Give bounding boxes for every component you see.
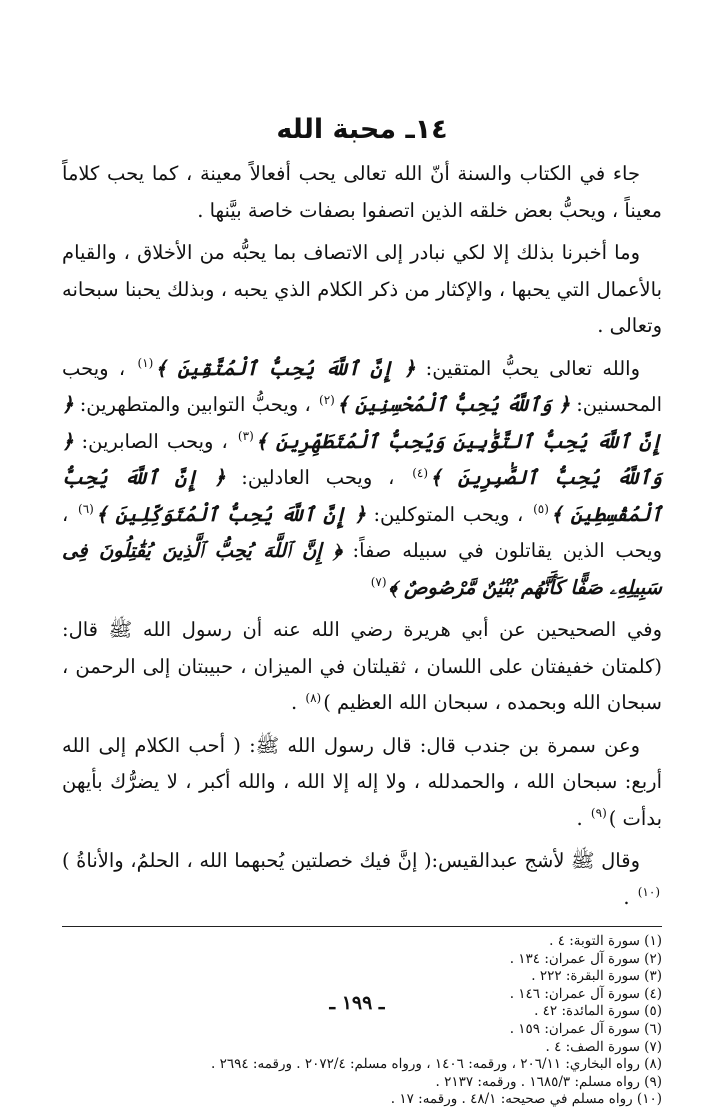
text-segment: ، ويحب الصابرين: [81,429,228,453]
section-title: ١٤ـ محبة الله [276,114,448,145]
paragraph-hadith-2 [62,728,662,838]
footnote-ref[interactable]: (٥) [533,502,549,516]
footnote-ref[interactable]: (٣) [237,429,254,443]
text-segment: ، ويحبُّ التوابين والمتطهرين: [79,393,311,416]
footnote-separator [62,926,662,927]
footnote-item: (٧) سورة الصف: ٤ . [545,1038,662,1055]
text-segment: والله تعالى يحبُّ المتقين: [425,356,641,380]
paragraph-intro [62,156,662,229]
quran-verse: ﴿ وَٱللَّهُ يُحِبُّ ٱلْمُحْسِنِينَ ﴾ [336,393,570,416]
footnote-item: (١٠) رواه مسلم في صحيحه: ٤٨/١ . ورقمه: ١٧ . [390,1091,662,1108]
paragraph-intro-text: جاء في الكتاب والسنة أنّ الله تعالى يحب أفعالاً معينة ، كما يحب كلاماً معيناً ، ويحبُّ بعض خلقه الذين اتصفوا بصفات خاصة بيَّنها . [62,162,662,222]
footnote-ref[interactable]: (٩) [590,806,607,820]
footnote-item: (٦) سورة آل عمران: ١٥٩ . [509,1020,662,1037]
quran-verse: ﴿ إِنَّ ٱللَّهَ يُحِبُّ ٱلْمُتَّقِينَ ﴾ [155,356,416,380]
paragraph-quran-verses [62,351,662,607]
hadith-text: وفي الصحيحين عن أبي هريرة رضي الله عنه أن رسول الله ﷺ قال: (كلمتان خفيفتان على اللسان ، ثقيلتان في الميزان ، حبيبتان إلى الرحمن ، سبحان الله وبحمده ، سبحان الله العظيم ) [62,618,662,714]
paragraph-purpose-text: وما أخبرنا بذلك إلا لكي نبادر إلى الاتصاف بما يحبُّه من الأخلاق ، والقيام بالأعمال التي يحبها ، والإكثار من ذكر الكلام الذي يحبه ، وبذلك يحبنا سبحانه وتعالى . [62,241,662,337]
period: . [623,885,630,909]
footnote-item: (٢) سورة آل عمران: ١٣٤ . [509,950,662,967]
footnote-item: (١) سورة التوبة: ٤ . [549,933,662,949]
quran-verse: ﴿ وَٱللَّهُ يُحِبُّ ٱلصَّٰبِرِينَ ﴾ [62,429,663,489]
text-segment: ، ويحب العادلين: [241,466,395,489]
quran-verse: ﴿ إِنَّ ٱللَّهَ يُحِبُّ ٱلْمُقْسِطِينَ ﴾ [62,466,663,526]
paragraph-hadith-1 [62,612,662,722]
quran-verse: ﴿ إِنَّ ٱللَّهَ يُحِبُّ ٱلْمُتَوَكِّلِينَ ﴾ [95,502,366,526]
footnote-ref[interactable]: (٦) [78,502,94,516]
hadith-text: وقال ﷺ لأشج عبدالقيس:( إنَّ فيك خصلتين يُحبهما الله ، الحلمُ، والأناةُ ) [62,849,640,872]
hadith-text: وعن سمرة بن جندب قال: قال رسول الله ﷺ: ( أحب الكلام إلى الله أربع: سبحان الله ، والحمدلله ، ولا إله إلا الله ، والله أكبر ، لا يضرُّك بأيهن بدأت ) [62,733,662,830]
page-number: ـ ١٩٩ ـ [329,992,385,1014]
page-body [62,108,662,1109]
text-segment: ، ويحب الذين يقاتلون في سبيله صفاً: [62,502,663,562]
footnote-item: (٨) رواه البخاري: ٢٠٦/١١ ، ورقمه: ١٤٠٦ ، ورواه مسلم: ٢٠٧٢/٤ . ورقمه: ٢٦٩٤ . [211,1056,662,1073]
footnote-ref[interactable]: (٢) [319,392,335,407]
paragraph-purpose [62,235,662,345]
footnote-ref[interactable]: (٤) [412,465,429,480]
footnote-item: (٩) رواه مسلم: ١٦٨٥/٣ . ورقمه: ٢١٣٧ . [435,1073,662,1090]
footnote-ref[interactable]: (٧) [370,575,387,589]
footnote-item: (٥) سورة المائدة: ٤٢ . [534,1003,662,1020]
footnote-ref[interactable]: (١٠) [637,885,660,899]
quran-verse: ﴿ إِنَّ ٱللَّهَ يُحِبُّ ٱلتَّوَّٰبِينَ وَيُحِبُّ ٱلْمُتَطَهِّرِينَ ﴾ [62,393,663,453]
quran-verse: ﴿ إِنَّ ٱللَّهَ يُحِبُّ ٱلَّذِينَ يُقَٰتِلُونَ فِى سَبِيلِهِۦ صَفًّا كَأَنَّهُم بُنْيَٰنٌ مَّرْصُوصٌ ﴾ [62,539,662,599]
paragraph-hadith-3 [62,843,662,916]
text-segment: ، ويحب المتوكلين: [373,502,524,526]
footnote-item: (٤) سورة آل عمران: ١٤٦ . [509,985,662,1002]
footnote-ref[interactable]: (١) [137,356,154,370]
footnote-ref[interactable]: (٨) [305,690,322,705]
text-segment: ، ويحب المحسنين: [62,356,662,416]
period: . [576,806,583,830]
footnote-item: (٣) سورة البقرة: ٢٢٢ . [531,968,662,985]
period: . [291,691,298,714]
footnotes-list [62,933,662,1109]
